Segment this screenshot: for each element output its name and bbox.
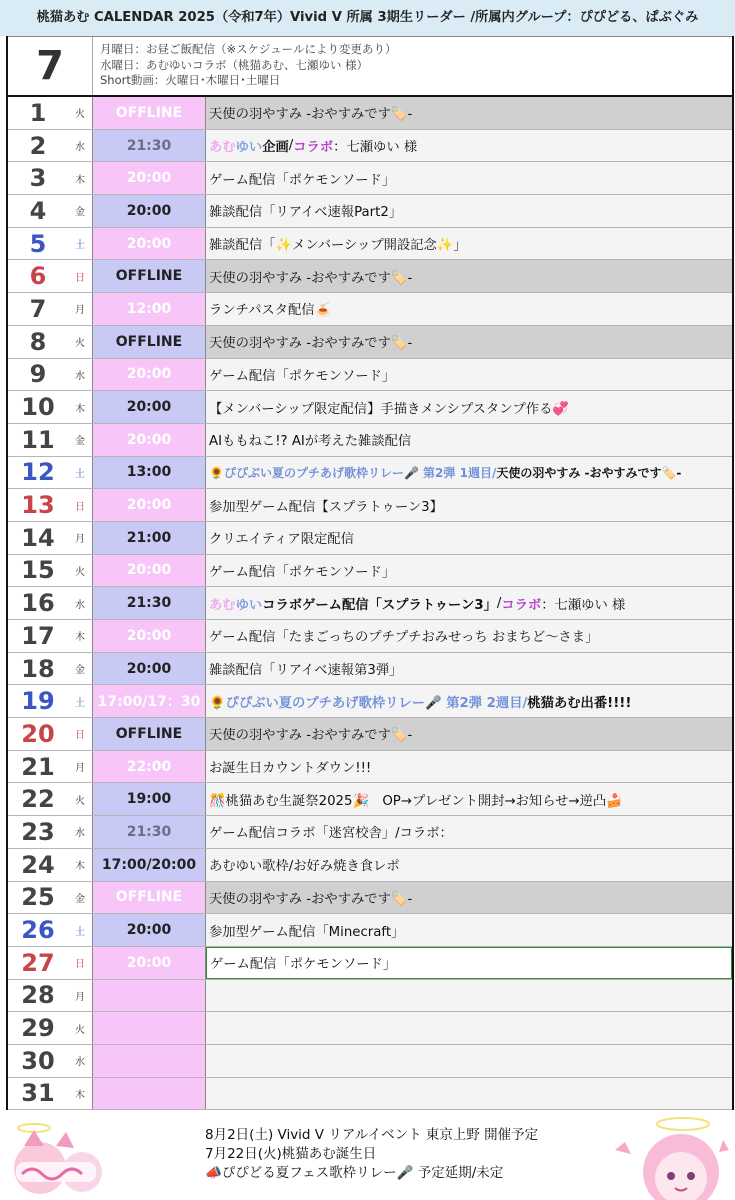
stream-time: 20:00 bbox=[92, 228, 206, 260]
day-row bbox=[8, 391, 732, 424]
stream-time: 13:00 bbox=[92, 457, 206, 489]
event-description: クリエイティア限定配信 bbox=[206, 522, 732, 554]
day-row bbox=[8, 653, 732, 686]
event-text-part: 桃猫あむ出番!!!! bbox=[527, 695, 632, 711]
stream-time: 20:00 bbox=[92, 489, 206, 521]
stream-time bbox=[92, 1078, 206, 1110]
day-number: 31 bbox=[8, 1078, 68, 1110]
stream-time: 22:00 bbox=[92, 751, 206, 783]
day-number: 14 bbox=[8, 522, 68, 554]
day-row bbox=[8, 555, 732, 588]
day-of-week: 木 bbox=[68, 1078, 92, 1110]
event-text-part: 天使の羽やすみ -おやすみです🏷️- bbox=[496, 465, 682, 480]
event-text-part: コラボゲーム配信「スプラトゥーン3」 bbox=[262, 597, 497, 613]
day-number: 11 bbox=[8, 424, 68, 456]
event-description: 参加型ゲーム配信「Minecraft」 bbox=[206, 914, 732, 946]
stream-time: OFFLINE bbox=[92, 718, 206, 750]
weekly-note: 月曜日：お昼ご飯配信（※スケジュールにより変更あり） bbox=[100, 42, 397, 56]
event-description: あむゆい歌枠/お好み焼き食レポ bbox=[206, 849, 732, 881]
day-of-week: 金 bbox=[68, 653, 92, 685]
event-description: 天使の羽やすみ -おやすみです🏷️- bbox=[206, 882, 732, 914]
schedule-sheet bbox=[6, 36, 734, 1112]
day-number: 12 bbox=[8, 457, 68, 489]
day-of-week: 水 bbox=[68, 359, 92, 391]
day-of-week: 火 bbox=[68, 1012, 92, 1044]
stream-time: OFFLINE bbox=[92, 326, 206, 358]
day-row bbox=[8, 326, 732, 359]
event-text-part: 企画 bbox=[262, 140, 289, 156]
event-description: お誕生日カウントダウン!!! bbox=[206, 751, 732, 783]
day-number: 10 bbox=[8, 391, 68, 423]
event-description: ゲーム配信「ポケモンソード」 bbox=[206, 359, 732, 391]
stream-time: OFFLINE bbox=[92, 260, 206, 292]
stream-time: 17:00/17：30 bbox=[92, 685, 206, 717]
event-description: 🎊桃猫あむ生誕祭2025🎉 OP→プレゼント開封→お知らせ→逆凸🍰 bbox=[206, 783, 732, 815]
stream-time: OFFLINE bbox=[92, 97, 206, 129]
day-number: 23 bbox=[8, 816, 68, 848]
event-text-part: 🌻ぴぴぶい夏のプチあげ歌枠リレー🎤 第2弾 2週目/ bbox=[209, 695, 528, 711]
day-of-week: 火 bbox=[68, 555, 92, 587]
event-description bbox=[206, 685, 732, 717]
day-row bbox=[8, 457, 732, 490]
event-text-part: あむ bbox=[209, 140, 236, 156]
day-number: 9 bbox=[8, 359, 68, 391]
stream-time: 20:00 bbox=[92, 424, 206, 456]
day-row bbox=[8, 783, 732, 816]
footer-notes bbox=[205, 1126, 538, 1183]
weekly-note: Short動画：火曜日･木曜日･土曜日 bbox=[100, 73, 281, 87]
day-of-week: 日 bbox=[68, 718, 92, 750]
day-of-week: 土 bbox=[68, 685, 92, 717]
day-row bbox=[8, 162, 732, 195]
day-of-week: 水 bbox=[68, 816, 92, 848]
day-number: 16 bbox=[8, 587, 68, 619]
day-number: 5 bbox=[8, 228, 68, 260]
calendar-banner: 桃猫あむ CALENDAR 2025（令和7年）Vivid V 所属 3期生リーダー /所属内グループ：ぴぴどる、ぱぶぐみ bbox=[0, 0, 735, 36]
day-row bbox=[8, 489, 732, 522]
day-number: 18 bbox=[8, 653, 68, 685]
stream-time: 20:00 bbox=[92, 620, 206, 652]
day-row bbox=[8, 849, 732, 882]
stream-time: 21:30 bbox=[92, 816, 206, 848]
day-number: 1 bbox=[8, 97, 68, 129]
event-text-part: ゆい bbox=[235, 140, 263, 156]
event-description: ゲーム配信コラボ「迷宮校舎」/コラボ： bbox=[206, 816, 732, 848]
day-number: 8 bbox=[8, 326, 68, 358]
day-number: 25 bbox=[8, 882, 68, 914]
event-description: 雑談配信「✨メンバーシップ開設記念✨」 bbox=[206, 228, 732, 260]
day-number: 29 bbox=[8, 1012, 68, 1044]
weekly-note: 水曜日：あむゆいコラボ（桃猫あむ、七瀬ゆい 様） bbox=[100, 57, 369, 72]
stream-time bbox=[92, 1045, 206, 1077]
stream-time: OFFLINE bbox=[92, 882, 206, 914]
day-number: 28 bbox=[8, 980, 68, 1012]
day-number: 2 bbox=[8, 130, 68, 162]
day-of-week: 木 bbox=[68, 391, 92, 423]
weekly-notes bbox=[100, 42, 396, 89]
stream-time: 21:30 bbox=[92, 130, 206, 162]
day-of-week: 木 bbox=[68, 620, 92, 652]
day-number: 6 bbox=[8, 260, 68, 292]
event-description: 天使の羽やすみ -おやすみです🏷️- bbox=[206, 326, 732, 358]
stream-time: 19:00 bbox=[92, 783, 206, 815]
event-description: ゲーム配信「たまごっちのプチプチおみせっち おまちど～さま」 bbox=[206, 620, 732, 652]
stream-time: 20:00 bbox=[92, 162, 206, 194]
day-row bbox=[8, 914, 732, 947]
day-number: 3 bbox=[8, 162, 68, 194]
day-rows bbox=[8, 97, 732, 1110]
day-of-week: 月 bbox=[68, 751, 92, 783]
stream-time: 12:00 bbox=[92, 293, 206, 325]
day-number: 21 bbox=[8, 751, 68, 783]
stream-time: 20:00 bbox=[92, 914, 206, 946]
day-of-week: 火 bbox=[68, 97, 92, 129]
day-of-week: 月 bbox=[68, 980, 92, 1012]
day-of-week: 水 bbox=[68, 130, 92, 162]
day-row bbox=[8, 947, 732, 980]
day-row bbox=[8, 424, 732, 457]
event-description bbox=[206, 1012, 732, 1044]
day-row bbox=[8, 130, 732, 163]
day-row bbox=[8, 718, 732, 751]
day-of-week: 土 bbox=[68, 228, 92, 260]
event-description: ゲーム配信「ポケモンソード」 bbox=[206, 162, 732, 194]
day-row bbox=[8, 980, 732, 1013]
event-description: ゲーム配信「ポケモンソード」 bbox=[206, 555, 732, 587]
event-text-part: / bbox=[288, 138, 294, 154]
event-description bbox=[206, 1078, 732, 1110]
event-description: AIももねこ!? AIが考えた雑談配信 bbox=[206, 424, 732, 456]
day-of-week: 土 bbox=[68, 914, 92, 946]
day-number: 7 bbox=[8, 293, 68, 325]
day-of-week: 土 bbox=[68, 457, 92, 489]
event-text-part: ：七瀬ゆい 様 bbox=[333, 140, 418, 156]
day-row bbox=[8, 97, 732, 130]
day-number: 20 bbox=[8, 718, 68, 750]
day-number: 26 bbox=[8, 914, 68, 946]
day-of-week: 水 bbox=[68, 587, 92, 619]
event-text-part: コラボ bbox=[501, 597, 542, 613]
day-of-week: 日 bbox=[68, 947, 92, 979]
day-row bbox=[8, 816, 732, 849]
month-number: 7 bbox=[8, 37, 93, 95]
stream-time: 21:00 bbox=[92, 522, 206, 554]
day-of-week: 木 bbox=[68, 162, 92, 194]
day-row bbox=[8, 359, 732, 392]
event-text-part: 🌻ぴぴぶい夏のプチあげ歌枠リレー🎤 第2弾 1週目/ bbox=[209, 465, 497, 480]
day-number: 4 bbox=[8, 195, 68, 227]
event-description: 雑談配信「リアイベ速報Part2」 bbox=[206, 195, 732, 227]
stream-time: 17:00/20:00 bbox=[92, 849, 206, 881]
day-of-week: 火 bbox=[68, 326, 92, 358]
stream-time: 20:00 bbox=[92, 947, 206, 979]
character-illustration bbox=[585, 1110, 735, 1200]
day-row bbox=[8, 522, 732, 555]
day-of-week: 木 bbox=[68, 849, 92, 881]
footer-note: 📣ぴぴどる夏フェス歌枠リレー🎤 予定延期/未定 bbox=[205, 1165, 504, 1181]
day-of-week: 日 bbox=[68, 260, 92, 292]
month-header bbox=[8, 36, 732, 97]
event-description: 天使の羽やすみ -おやすみです🏷️- bbox=[206, 260, 732, 292]
day-number: 22 bbox=[8, 783, 68, 815]
day-row bbox=[8, 1012, 732, 1045]
stream-time: 20:00 bbox=[92, 391, 206, 423]
event-description: ランチパスタ配信🍝 bbox=[206, 293, 732, 325]
event-text-part: ：七瀬ゆい 様 bbox=[541, 597, 626, 613]
event-description: 天使の羽やすみ -おやすみです🏷️- bbox=[206, 718, 732, 750]
event-description: 雑談配信「リアイベ速報第3弾」 bbox=[206, 653, 732, 685]
event-description bbox=[206, 130, 732, 162]
day-of-week: 月 bbox=[68, 522, 92, 554]
day-of-week: 金 bbox=[68, 882, 92, 914]
stream-time bbox=[92, 980, 206, 1012]
logo-illustration bbox=[4, 1116, 114, 1200]
day-number: 17 bbox=[8, 620, 68, 652]
day-row bbox=[8, 260, 732, 293]
stream-time bbox=[92, 1012, 206, 1044]
day-row bbox=[8, 195, 732, 228]
day-of-week: 金 bbox=[68, 424, 92, 456]
day-row bbox=[8, 620, 732, 653]
day-row bbox=[8, 587, 732, 620]
day-row bbox=[8, 1045, 732, 1078]
day-of-week: 水 bbox=[68, 1045, 92, 1077]
event-description: ゲーム配信「ポケモンソード」 bbox=[206, 947, 732, 979]
event-description: 【メンバーシップ限定配信】手描きメンシプスタンプ作る💞 bbox=[206, 391, 732, 423]
event-description bbox=[206, 980, 732, 1012]
day-row bbox=[8, 293, 732, 326]
day-number: 15 bbox=[8, 555, 68, 587]
day-of-week: 金 bbox=[68, 195, 92, 227]
day-number: 19 bbox=[8, 685, 68, 717]
day-of-week: 日 bbox=[68, 489, 92, 521]
stream-time: 20:00 bbox=[92, 359, 206, 391]
footer-note: 8月2日(土) Vivid V リアルイベント 東京上野 開催予定 bbox=[205, 1127, 539, 1143]
event-text-part: ゆい bbox=[235, 597, 263, 613]
day-number: 24 bbox=[8, 849, 68, 881]
day-row bbox=[8, 882, 732, 915]
event-description bbox=[206, 1045, 732, 1077]
day-row bbox=[8, 685, 732, 718]
day-row bbox=[8, 228, 732, 261]
day-number: 13 bbox=[8, 489, 68, 521]
stream-time: 21:30 bbox=[92, 587, 206, 619]
event-description: 参加型ゲーム配信【スプラトゥーン3】 bbox=[206, 489, 732, 521]
footer-note: 7月22日(火)桃猫あむ誕生日 bbox=[205, 1146, 377, 1162]
day-of-week: 月 bbox=[68, 293, 92, 325]
event-description: 天使の羽やすみ -おやすみです🏷️- bbox=[206, 97, 732, 129]
stream-time: 20:00 bbox=[92, 555, 206, 587]
event-text-part: コラボ bbox=[293, 140, 334, 156]
day-row bbox=[8, 751, 732, 784]
event-description bbox=[206, 457, 732, 489]
event-text-part: あむ bbox=[209, 597, 236, 613]
event-description bbox=[206, 587, 732, 619]
footer-area bbox=[0, 1110, 735, 1200]
day-row bbox=[8, 1078, 732, 1111]
stream-time: 20:00 bbox=[92, 653, 206, 685]
stream-time: 20:00 bbox=[92, 195, 206, 227]
event-text-part: / bbox=[496, 595, 502, 611]
day-number: 27 bbox=[8, 947, 68, 979]
day-of-week: 火 bbox=[68, 783, 92, 815]
day-number: 30 bbox=[8, 1045, 68, 1077]
